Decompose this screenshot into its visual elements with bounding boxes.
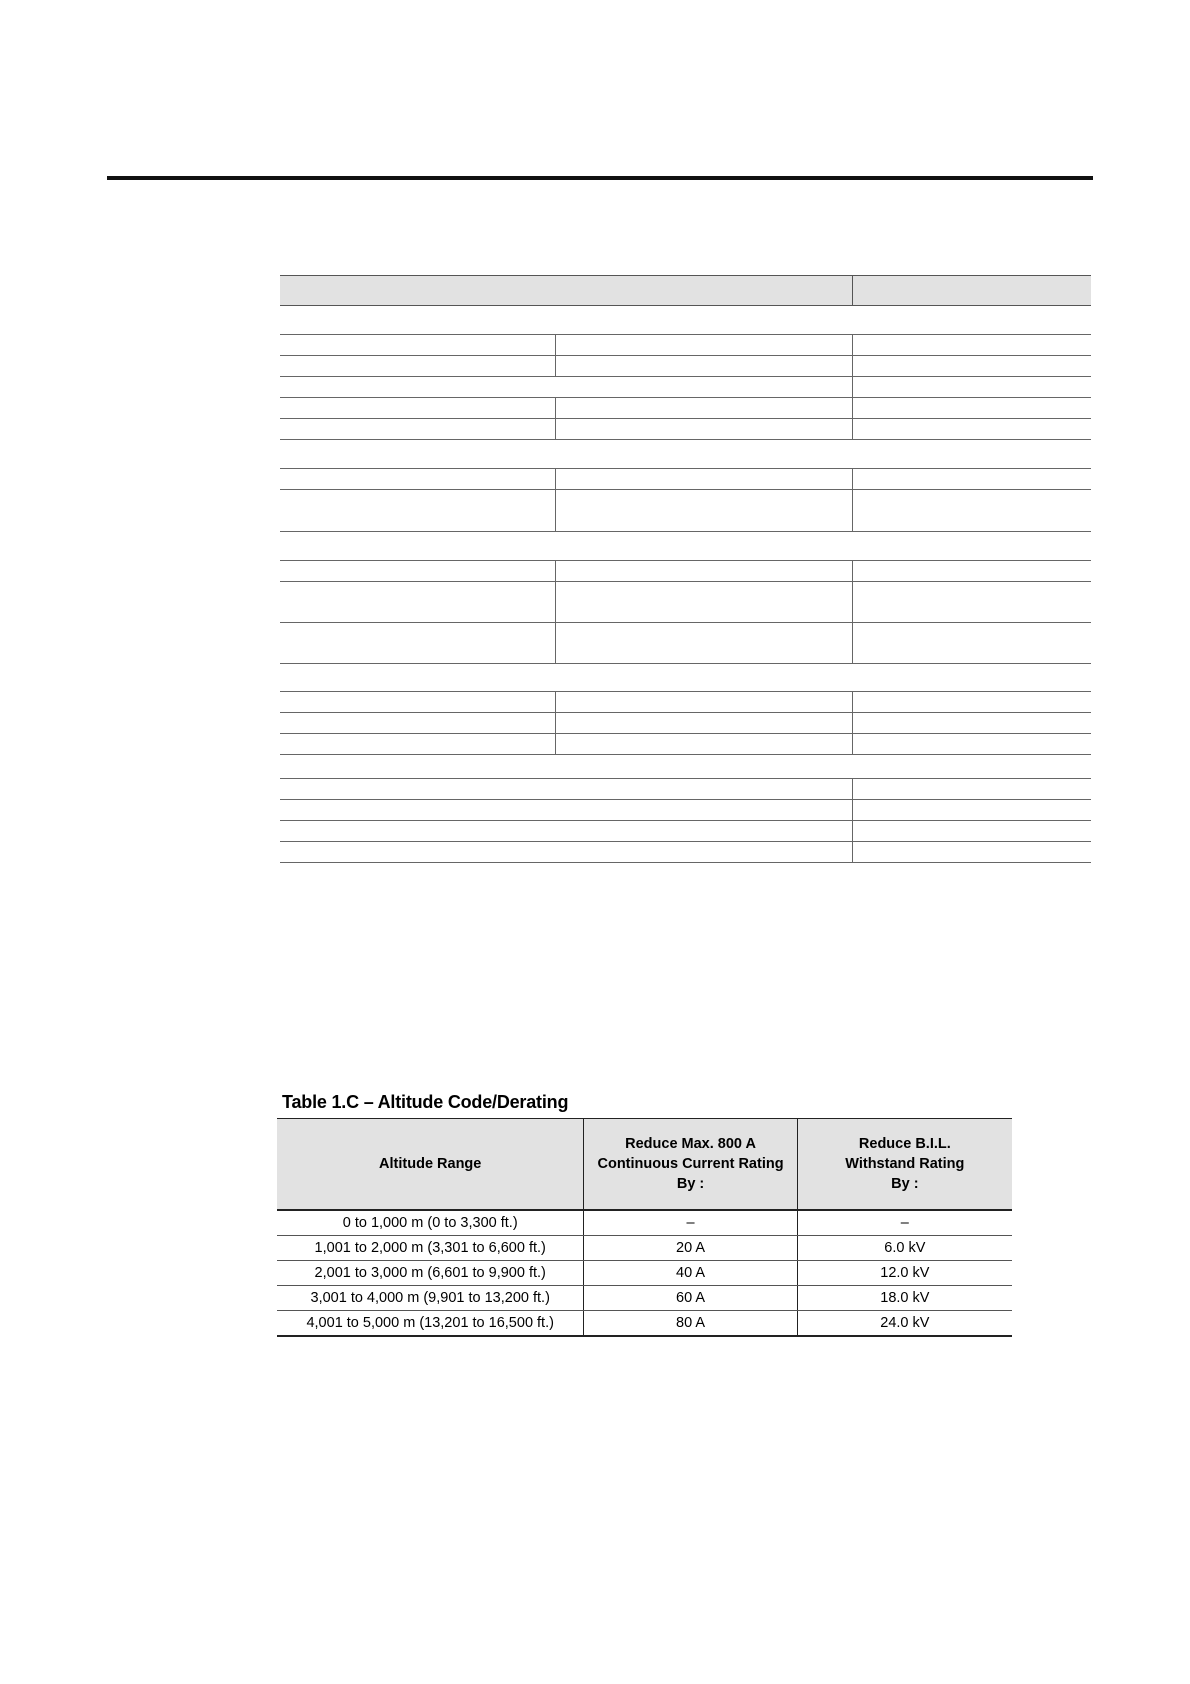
cell-bil-reduction: 6.0 kV [797,1236,1012,1261]
cell-altitude-range: 1,001 to 2,000 m (3,301 to 6,600 ft.) [277,1236,584,1261]
cell-bil-reduction: 18.0 kV [797,1286,1012,1311]
table-row [277,1286,1012,1311]
cell-current-reduction: – [584,1210,797,1236]
header-altitude-range: Altitude Range [277,1119,584,1211]
spec-row [280,842,1091,863]
table-row [277,1236,1012,1261]
header-rule [107,176,1093,180]
cell-bil-reduction: 24.0 kV [797,1311,1012,1337]
spec-table [280,275,1091,306]
spec-table-header [280,275,1091,306]
cell-altitude-range: 2,001 to 3,000 m (6,601 to 9,900 ft.) [277,1261,584,1286]
spec-section-row [280,440,1091,469]
spec-row [280,335,1091,356]
spec-section-row [280,664,1091,692]
altitude-derating-table [277,1118,1012,1337]
spec-row [280,469,1091,490]
header-current-rating: Reduce Max. 800 A Continuous Current Rating By : [584,1119,797,1211]
table-header-row [277,1119,1012,1211]
spec-section-row [280,755,1091,779]
cell-current-reduction: 80 A [584,1311,797,1337]
cell-bil-reduction: – [797,1210,1012,1236]
spec-row [280,713,1091,734]
cell-current-reduction: 40 A [584,1261,797,1286]
spec-row [280,623,1091,664]
spec-row [280,582,1091,623]
cell-altitude-range: 3,001 to 4,000 m (9,901 to 13,200 ft.) [277,1286,584,1311]
cell-altitude-range: 0 to 1,000 m (0 to 3,300 ft.) [277,1210,584,1236]
header-bil-rating: Reduce B.I.L. Withstand Rating By : [797,1119,1012,1211]
table-row [277,1210,1012,1236]
cell-current-reduction: 20 A [584,1236,797,1261]
spec-section-row [280,306,1091,335]
spec-row [280,779,1091,800]
table-row [277,1261,1012,1286]
cell-bil-reduction: 12.0 kV [797,1261,1012,1286]
cell-altitude-range: 4,001 to 5,000 m (13,201 to 16,500 ft.) [277,1311,584,1337]
spec-row [280,821,1091,842]
spec-row [280,561,1091,582]
spec-row [280,692,1091,713]
spec-row [280,377,1091,398]
spec-row [280,734,1091,755]
table-row [277,1311,1012,1337]
spec-row [280,398,1091,419]
spec-row [280,490,1091,532]
cell-current-reduction: 60 A [584,1286,797,1311]
spec-row [280,419,1091,440]
spec-row [280,356,1091,377]
table-title: Table 1.C – Altitude Code/Derating [282,1092,569,1112]
spec-row [280,800,1091,821]
spec-section-row [280,532,1091,561]
